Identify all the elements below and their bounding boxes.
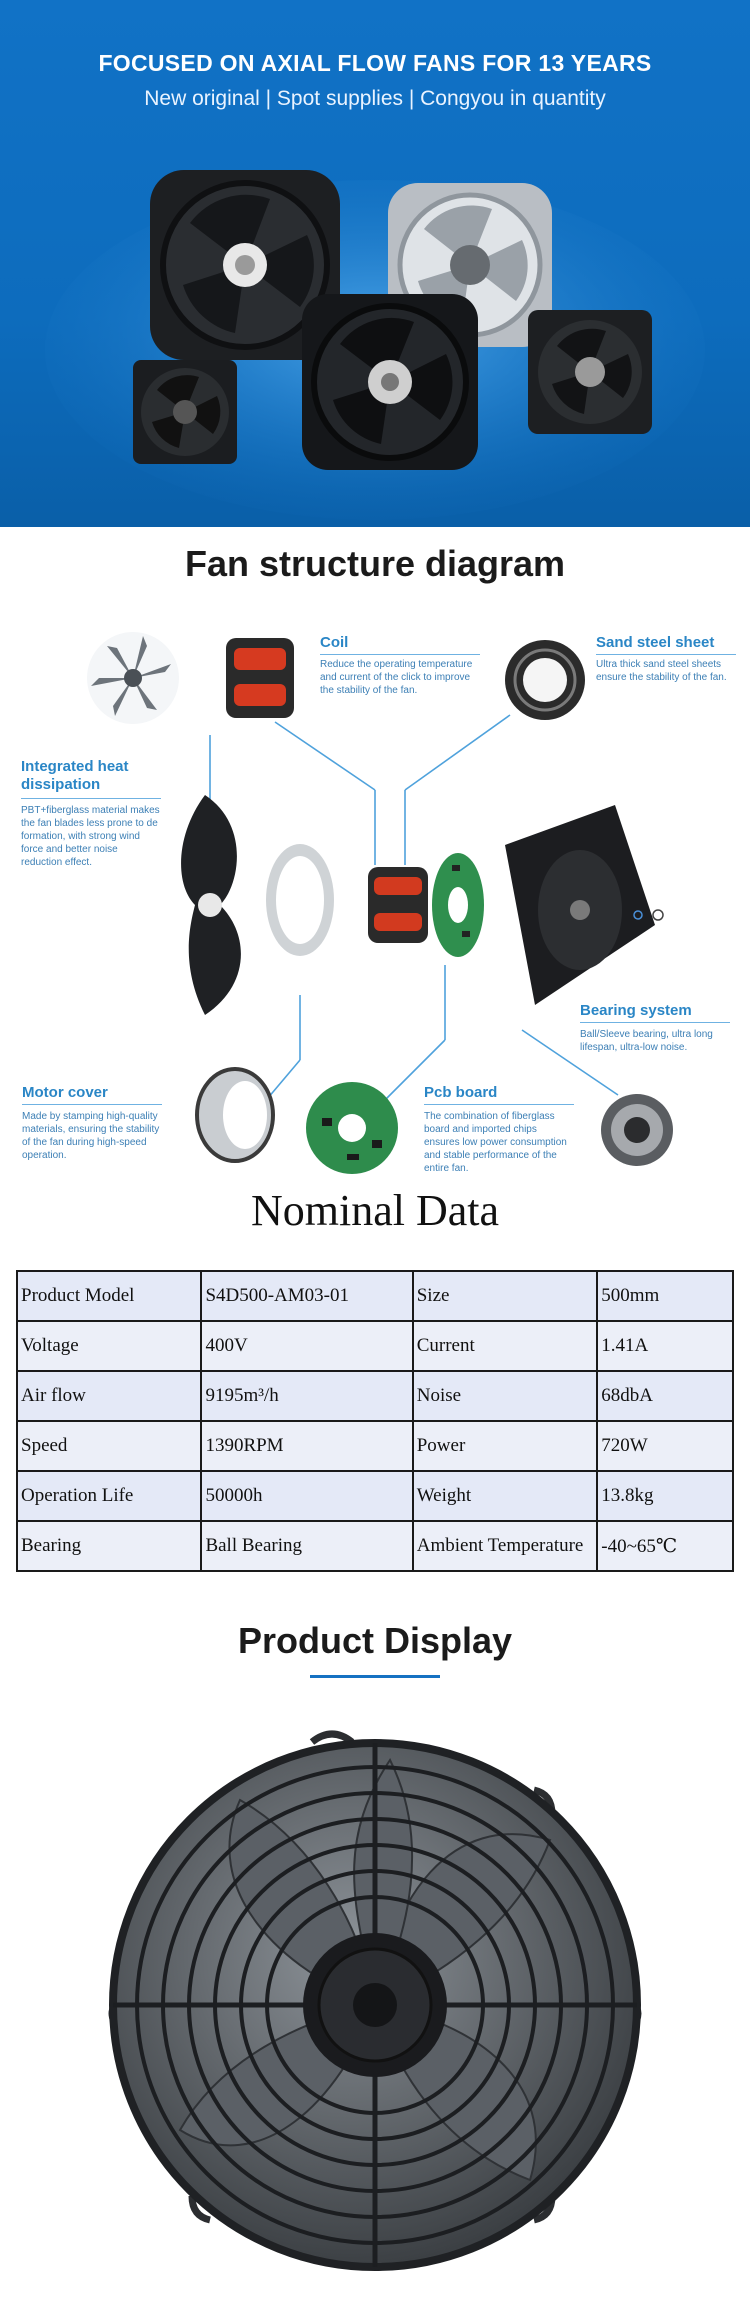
underline-coil — [320, 654, 480, 655]
spec-value: 1.41A — [597, 1321, 733, 1371]
fan-small-right — [528, 310, 652, 434]
table-row — [17, 1371, 733, 1421]
desc-integrated-heat: PBT+fiberglass material makes the fan blades less prone to de formation, with strong wind force and better noise reduction effect. — [21, 805, 160, 868]
pcb-green-icon — [432, 853, 484, 957]
desc-coil: Reduce the operating temperature and current of the click to improve the stability of the fan. — [320, 659, 473, 696]
underline-bearing — [580, 1022, 730, 1023]
spec-value: 13.8kg — [597, 1471, 733, 1521]
spec-value: 9195m³/h — [201, 1371, 412, 1421]
spec-label: Current — [413, 1321, 598, 1371]
spec-label: Bearing — [17, 1521, 201, 1571]
bearing-icon — [601, 1094, 673, 1166]
underline-heat — [21, 798, 161, 799]
spec-value: 1390RPM — [201, 1421, 412, 1471]
spec-value: 68dbA — [597, 1371, 733, 1421]
spec-label: Ambient Temperature — [413, 1521, 598, 1571]
spec-label: Size — [413, 1271, 598, 1321]
spec-label: Noise — [413, 1371, 598, 1421]
spec-value: 500mm — [597, 1271, 733, 1321]
desc-bearing-system: Ball/Sleeve bearing, ultra long lifespan, ultra-low noise. — [580, 1029, 713, 1053]
nominal-data-table — [16, 1270, 734, 1572]
hero-subtitle: New original | Spot supplies | Congyou in quantity — [144, 87, 606, 110]
stator-coil-icon — [368, 867, 428, 943]
hero-title: FOCUSED ON AXIAL FLOW FANS FOR 13 YEARS — [98, 50, 652, 76]
coil-icon — [226, 638, 294, 718]
blade-assembly-icon — [181, 795, 241, 1015]
table-row — [17, 1421, 733, 1471]
spec-value: -40~65℃ — [597, 1521, 733, 1571]
structure-diagram — [0, 600, 750, 1190]
fan-housing-icon — [505, 805, 655, 1005]
table-row — [17, 1471, 733, 1521]
desc-pcb-board: The combination of fiberglass board and imported chips ensures low power consumption and stable performance of the entire fan. — [424, 1111, 567, 1174]
steel-sheet-icon — [505, 640, 585, 720]
fan-front — [302, 294, 478, 470]
underline-sand-steel — [596, 654, 736, 655]
motor-cover-icon — [197, 1069, 273, 1161]
underline-motor-cover — [22, 1104, 162, 1105]
pcb-board-icon — [306, 1082, 398, 1174]
spec-label: Operation Life — [17, 1471, 201, 1521]
structure-title: Fan structure diagram — [184, 543, 566, 584]
underline-pcb — [424, 1104, 574, 1105]
table-row — [17, 1271, 733, 1321]
spec-value: 50000h — [201, 1471, 412, 1521]
small-fan-icon — [87, 632, 179, 724]
desc-motor-cover: Made by stamping high-quality materials, ensuring the stability of the fan during high-speed operation. — [22, 1111, 160, 1161]
spec-label: Product Model — [17, 1271, 201, 1321]
label-sand-steel-sheet: Sand steel sheet — [596, 634, 715, 651]
title-underline — [310, 1675, 440, 1678]
spec-label: Voltage — [17, 1321, 201, 1371]
product-display-title: Product Display — [237, 1620, 513, 1661]
label-bearing-system: Bearing system — [580, 1002, 692, 1019]
spec-value: 720W — [597, 1421, 733, 1471]
label-motor-cover: Motor cover — [22, 1084, 108, 1101]
spec-value: 400V — [201, 1321, 412, 1371]
motor-ring-icon — [266, 844, 334, 956]
spec-label: Air flow — [17, 1371, 201, 1421]
table-row — [17, 1521, 733, 1571]
product-fan-image — [90, 1720, 660, 2290]
spec-label: Speed — [17, 1421, 201, 1471]
fan-small-left — [133, 360, 237, 464]
label-integrated-heat: Integrated heat dissipation — [21, 758, 129, 793]
spec-label: Power — [413, 1421, 598, 1471]
clip-icon — [653, 910, 663, 920]
spec-value: S4D500-AM03-01 — [201, 1271, 412, 1321]
hero-banner — [0, 0, 750, 527]
nominal-data-title: Nominal Data — [250, 1186, 500, 1235]
label-pcb-board: Pcb board — [424, 1084, 498, 1101]
fan-collection-image — [0, 150, 750, 527]
label-coil: Coil — [320, 634, 349, 651]
table-row — [17, 1321, 733, 1371]
desc-sand-steel-sheet: Ultra thick sand steel sheets ensure the stability of the fan. — [596, 659, 727, 683]
spec-value: Ball Bearing — [201, 1521, 412, 1571]
spec-label: Weight — [413, 1471, 598, 1521]
